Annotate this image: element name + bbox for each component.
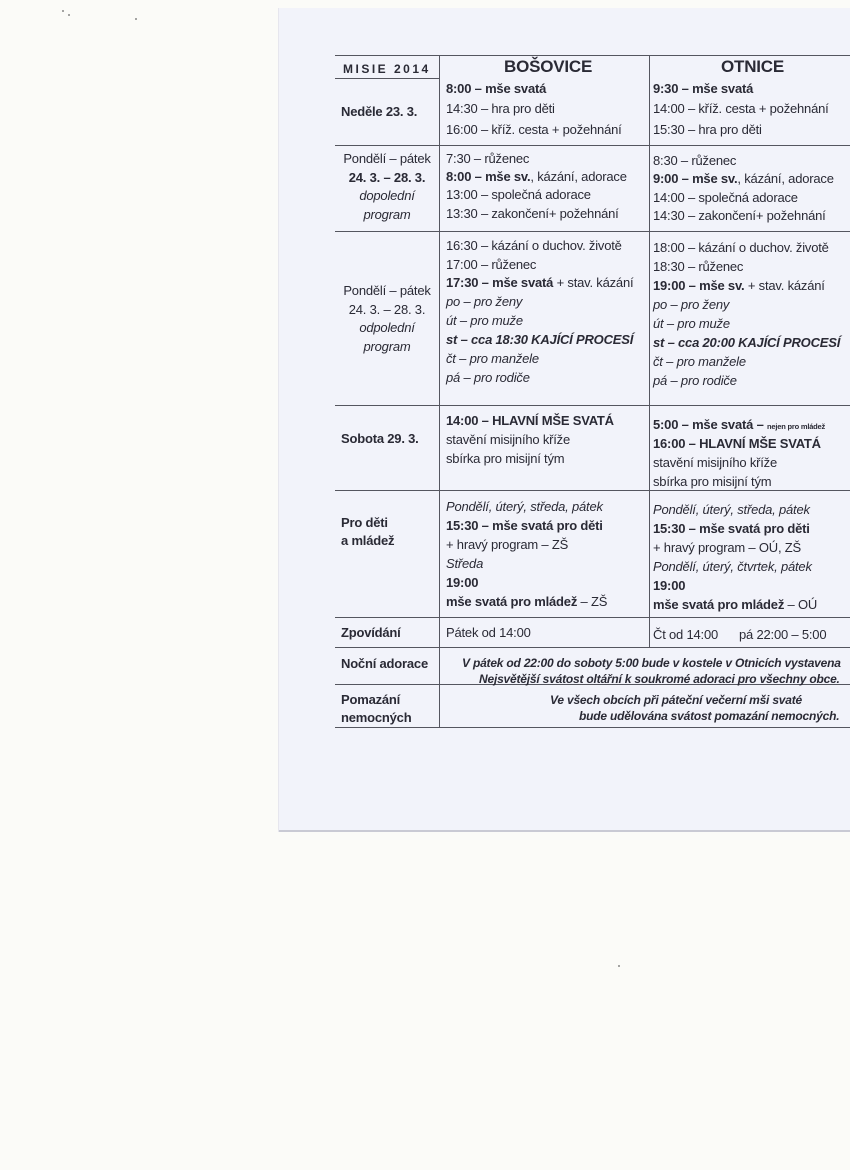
schedule-entry [446, 274, 633, 293]
schedule-sheet [279, 8, 850, 832]
schedule-entry: + hravý program – ZŠ [446, 537, 569, 552]
entry-bold: 5:00 – mše svatá – [653, 417, 768, 432]
schedule-entry: čt – pro manžele [446, 351, 539, 366]
row-label-group [335, 282, 439, 356]
schedule-entry: út – pro muže [446, 313, 523, 328]
schedule-entry: st – cca 20:00 KAJÍCÍ PROCESÍ [653, 335, 841, 350]
schedule-entry: čt – pro manžele [653, 354, 746, 369]
row-label: Pondělí – pátek [343, 151, 431, 166]
schedule-entry: sbírka pro misijní tým [653, 474, 772, 489]
row-divider [335, 145, 850, 146]
header-otnice: OTNICE [721, 57, 785, 76]
row-divider [335, 231, 850, 232]
schedule-entry: 19:00 [653, 578, 686, 593]
row-label: Pomazání [341, 692, 401, 707]
entry-bold: mše svatá pro mládež [653, 597, 785, 612]
schedule-entry: út – pro muže [653, 316, 730, 331]
table-bottom-border [335, 727, 850, 728]
schedule-entry: pá 22:00 – 5:00 [739, 627, 827, 642]
row-divider [335, 617, 850, 618]
row-label-group [335, 150, 439, 224]
row-label: nemocných [341, 710, 412, 725]
schedule-entry: 15:30 – mše svatá pro děti [446, 518, 603, 533]
entry-bold: 8:00 – mše sv. [446, 169, 531, 184]
schedule-entry: 16:30 – kázání o duchov. životě [446, 238, 622, 253]
column-divider [649, 55, 650, 647]
note-line: Nejsvětější svátost oltářní k soukromé adoraci pro všechny obce. [479, 672, 840, 686]
schedule-entry: st – cca 18:30 KAJÍCÍ PROCESÍ [446, 332, 634, 347]
table-top-border [335, 55, 850, 56]
schedule-entry: po – pro ženy [446, 294, 523, 309]
entry-rest: – OÚ [784, 597, 818, 612]
schedule-entry: 14:00 – kříž. cesta + požehnání [653, 101, 829, 116]
schedule-entry: 14:30 – hra pro děti [446, 101, 555, 116]
schedule-entry [653, 170, 834, 189]
schedule-entry: pá – pro rodiče [653, 373, 737, 388]
schedule-entry: 14:00 – společná adorace [653, 190, 798, 205]
schedule-entry: 14:00 – HLAVNÍ MŠE SVATÁ [446, 413, 614, 428]
schedule-entry: sbírka pro misijní tým [446, 451, 565, 466]
scan-speck [62, 10, 64, 12]
row-label: odpolední [359, 320, 415, 335]
schedule-entry: 16:00 – HLAVNÍ MŠE SVATÁ [653, 436, 821, 451]
schedule-entry: 15:30 – mše svatá pro děti [653, 521, 810, 536]
schedule-entry: pá – pro rodiče [446, 370, 530, 385]
column-divider [439, 55, 440, 727]
row-label: 24. 3. – 28. 3. [348, 301, 426, 317]
row-label: dopolední [359, 188, 415, 203]
schedule-entry: 16:00 – kříž. cesta + požehnání [446, 122, 622, 137]
schedule-entry: 8:30 – růženec [653, 153, 737, 168]
note-line: Ve všech obcích při páteční večerní mši svaté [550, 693, 803, 707]
scan-speck [68, 14, 70, 16]
schedule-entry [653, 596, 817, 615]
schedule-entry: Středa [446, 556, 484, 571]
row-label: program [363, 206, 411, 222]
schedule-entry: 13:30 – zakončení+ požehnání [446, 206, 619, 221]
entry-rest: + stav. kázání [553, 275, 634, 290]
row-divider [335, 405, 850, 406]
entry-rest: – ZŠ [577, 594, 608, 609]
schedule-entry: 19:00 [446, 575, 479, 590]
schedule-entry: Pondělí, úterý, středa, pátek [446, 499, 603, 514]
entry-rest: + stav. kázání [744, 278, 825, 293]
row-label: Neděle 23. 3. [341, 104, 418, 119]
schedule-entry: 18:00 – kázání o duchov. životě [653, 240, 829, 255]
schedule-entry: 15:30 – hra pro děti [653, 122, 762, 137]
schedule-entry: 9:30 – mše svatá [653, 81, 754, 96]
entry-small: nejen pro mládež [767, 422, 826, 431]
schedule-entry: Čt od 14:00 [653, 627, 719, 642]
row-divider [335, 490, 850, 491]
entry-bold: 9:00 – mše sv. [653, 171, 738, 186]
entry-rest: , kázání, adorace [530, 169, 627, 184]
entry-bold: 19:00 – mše sv. [653, 278, 745, 293]
schedule-entry: Pondělí, úterý, středa, pátek [653, 502, 810, 517]
row-label: program [363, 338, 411, 354]
schedule-entry: Pondělí, úterý, čtvrtek, pátek [653, 559, 812, 574]
note-line: bude udělována svátost pomazání nemocných. [579, 709, 840, 723]
entry-bold: 17:30 – mše svatá [446, 275, 554, 290]
row-label: a mládež [341, 533, 395, 548]
schedule-entry: po – pro ženy [653, 297, 730, 312]
schedule-entry: 18:30 – růženec [653, 259, 744, 274]
schedule-entry: stavění misijního kříže [446, 432, 571, 447]
scan-speck [618, 965, 620, 967]
schedule-entry: 8:00 – mše svatá [446, 81, 547, 96]
scan-speck [135, 18, 137, 20]
row-label: Noční adorace [341, 656, 428, 671]
entry-rest: , kázání, adorace [737, 171, 834, 186]
schedule-entry [446, 168, 627, 187]
row-label: 24. 3. – 28. 3. [348, 169, 426, 185]
note-line: V pátek od 22:00 do soboty 5:00 bude v kostele v Otnicích vystavena [462, 656, 841, 670]
schedule-entry: 7:30 – růženec [446, 151, 530, 166]
schedule-entry [446, 593, 607, 612]
header-bosovice: BOŠOVICE [504, 57, 593, 76]
schedule-entry [653, 277, 825, 296]
schedule-entry: 14:30 – zakončení+ požehnání [653, 208, 826, 223]
row-label: Pro děti [341, 515, 388, 530]
schedule-entry: + hravý program – OÚ, ZŠ [653, 540, 802, 555]
schedule-entry: 13:00 – společná adorace [446, 187, 591, 202]
schedule-entry: Pátek od 14:00 [446, 625, 531, 640]
row-label: Pondělí – pátek [343, 283, 431, 298]
schedule-entry: 17:00 – růženec [446, 257, 537, 272]
schedule-entry [653, 416, 825, 437]
row-label: Sobota 29. 3. [341, 431, 419, 446]
header-misie: MISIE 2014 [343, 62, 431, 76]
row-label: Zpovídání [341, 625, 401, 640]
row-divider [335, 647, 850, 648]
entry-bold: mše svatá pro mládež [446, 594, 578, 609]
schedule-entry: stavění misijního kříže [653, 455, 778, 470]
